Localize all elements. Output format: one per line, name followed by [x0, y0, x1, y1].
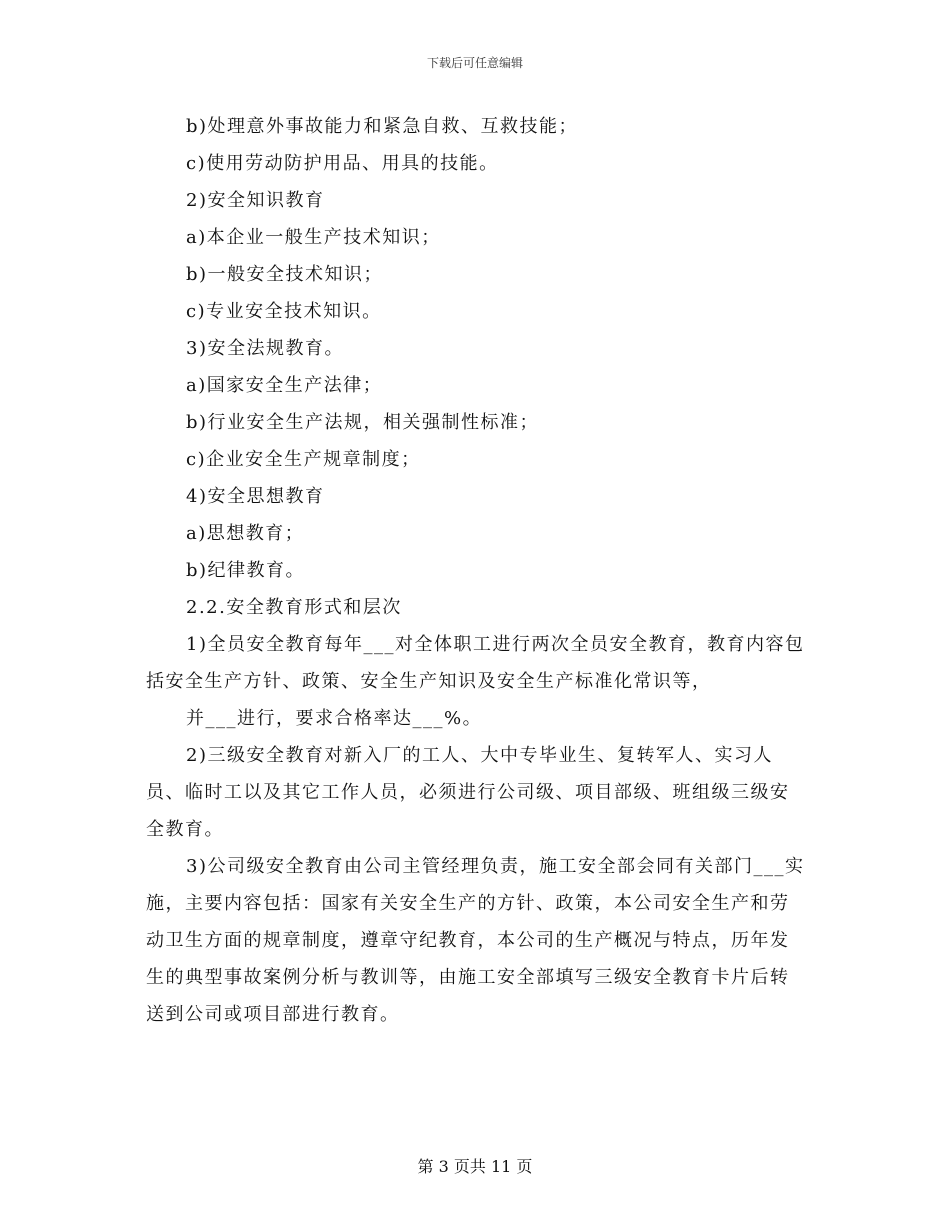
page-header: 下载后可任意编辑	[426, 56, 523, 70]
section-heading: 2.2.安全教育形式和层次	[186, 597, 402, 618]
text-line: 2)安全知识教育	[186, 190, 325, 211]
text-line: a)国家安全生产法律；	[186, 375, 383, 396]
paragraph: 3)公司级安全教育由公司主管经理负责，施工安全部会同有关部门___实施，主要内容包括：国家有关安全生产的方针、政策，本公司安全生产和劳动卫生方面的规章制度，遵章守纪教育，本公司的生产概况与特点，历年发生的典型事故案例分析与教训等，由施工安全部填写三级安全教育卡片后转送到公司或项目部进行教育。	[146, 856, 805, 1025]
text-line: b)行业安全生产法规，相关强制性标准；	[186, 412, 540, 433]
text-line: 3)安全法规教育。	[186, 338, 344, 359]
text-line: a)思想教育；	[186, 523, 305, 544]
text-line: c)使用劳动防护用品、用具的技能。	[186, 153, 499, 174]
text-line: a)本企业一般生产技术知识；	[186, 227, 441, 248]
text-line: c)专业安全技术知识。	[186, 301, 382, 322]
text-line: c)企业安全生产规章制度；	[186, 449, 421, 470]
text-line: 4)安全思想教育	[186, 486, 325, 507]
paragraph: 1)全员安全教育每年___对全体职工进行两次全员安全教育，教育内容包括安全生产方针、政策、安全生产知识及安全生产标准化常识等，	[146, 634, 805, 692]
paragraph: 2)三级安全教育对新入厂的工人、大中专毕业生、复转军人、实习人员、临时工以及其它工作人员，必须进行公司级、项目部级、班组级三级安全教育。	[146, 745, 790, 840]
paragraph: 并___进行，要求合格率达___%。	[186, 708, 483, 729]
page-number: 第 3 页共 11 页	[417, 1157, 533, 1176]
text-line: b)处理意外事故能力和紧急自救、互救技能；	[186, 116, 579, 137]
text-line: b)一般安全技术知识；	[186, 264, 384, 285]
text-line: b)纪律教育。	[186, 560, 306, 581]
document-body	[146, 108, 806, 1033]
